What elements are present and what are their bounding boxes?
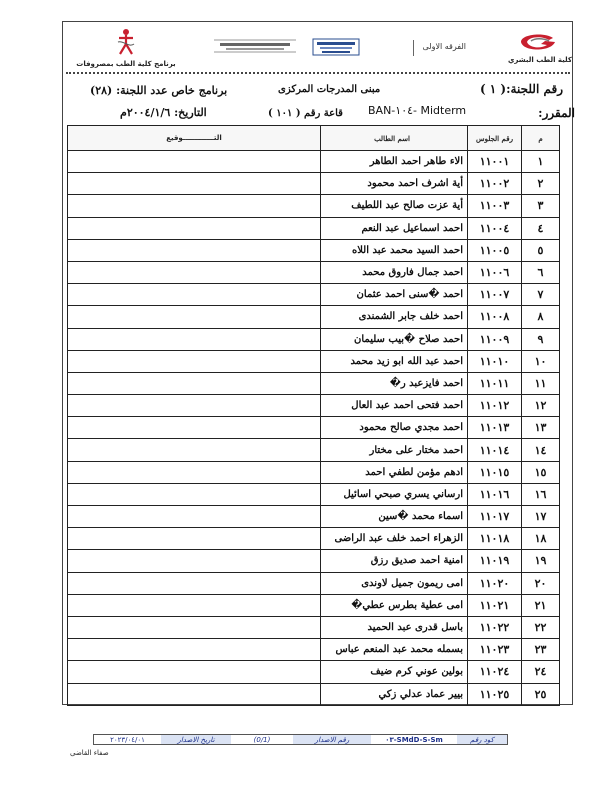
college-logo xyxy=(508,30,572,64)
student-name: بسمله محمد عبد المنعم عباس xyxy=(321,639,468,661)
seat-number: ١١٠١١ xyxy=(468,372,522,394)
row-number: ١٥ xyxy=(522,461,560,483)
row-number: ١١ xyxy=(522,372,560,394)
student-name: احمد فايزعبد ر� xyxy=(321,372,468,394)
row-number: ٩ xyxy=(522,328,560,350)
student-name: احمد فتحى احمد عبد العال xyxy=(321,395,468,417)
seat-number: ١١٠١٧ xyxy=(468,506,522,528)
col-header-seat: رقم الجلوس xyxy=(468,126,522,151)
program-logo-icon xyxy=(115,28,137,56)
col-header-name: اسم الطالب xyxy=(321,126,468,151)
program-name: برنامج كلية الطب بمصروفات xyxy=(76,60,176,68)
seat-number: ١١٠٢٥ xyxy=(468,683,522,705)
student-name: احمد السيد محمد عبد اللاه xyxy=(321,239,468,261)
academic-level: الفرقه الاولى xyxy=(422,42,466,51)
signature-cell[interactable] xyxy=(68,217,321,239)
signer-name: صفاء القاضى xyxy=(70,749,109,757)
row-number: ٧ xyxy=(522,284,560,306)
table-row xyxy=(68,616,560,638)
seat-number: ١١٠١٢ xyxy=(468,395,522,417)
course-code: BAN-١٠٤- Midterm xyxy=(368,104,467,117)
signature-cell[interactable] xyxy=(68,616,321,638)
table-row xyxy=(68,217,560,239)
seat-number: ١١٠١٠ xyxy=(468,350,522,372)
table-row xyxy=(68,683,560,705)
seat-number: ١١٠١٥ xyxy=(468,461,522,483)
table-row xyxy=(68,151,560,173)
table-row xyxy=(68,439,560,461)
signature-cell[interactable] xyxy=(68,461,321,483)
seat-number: ١١٠٠٦ xyxy=(468,261,522,283)
row-number: ٦ xyxy=(522,261,560,283)
emblem-logo-icon xyxy=(312,38,360,56)
row-number: ٢٤ xyxy=(522,661,560,683)
table-row xyxy=(68,239,560,261)
student-name: احمد مختار على مختار xyxy=(321,439,468,461)
row-number: ٢١ xyxy=(522,594,560,616)
signature-cell[interactable] xyxy=(68,683,321,705)
building-name: مبنى المدرجات المركزى xyxy=(278,84,381,95)
student-name: احمد عبد الله ابو زيد محمد xyxy=(321,350,468,372)
student-name: احمد صلاح �بيب سليمان xyxy=(321,328,468,350)
row-number: ٢ xyxy=(522,173,560,195)
row-number: ٢٥ xyxy=(522,683,560,705)
signature-cell[interactable] xyxy=(68,173,321,195)
course-label: المقرر: xyxy=(538,106,575,120)
row-number: ٤ xyxy=(522,217,560,239)
table-row xyxy=(68,350,560,372)
row-number: ٨ xyxy=(522,306,560,328)
table-row xyxy=(68,372,560,394)
college-name: كلية الطب البشري xyxy=(508,56,572,64)
row-number: ٥ xyxy=(522,239,560,261)
row-number: ١٨ xyxy=(522,528,560,550)
seat-number: ١١٠٠٣ xyxy=(468,195,522,217)
seat-number: ١١٠٠٥ xyxy=(468,239,522,261)
seat-number: ١١٠٠١ xyxy=(468,151,522,173)
page-header xyxy=(66,24,570,76)
student-name: احمد �سنى احمد عثمان xyxy=(321,284,468,306)
row-number: ١٩ xyxy=(522,550,560,572)
table-row xyxy=(68,328,560,350)
row-number: ٢٢ xyxy=(522,616,560,638)
table-row xyxy=(68,195,560,217)
row-number: ٢٠ xyxy=(522,572,560,594)
committee-number: رقم اللجنة:( ١ ) xyxy=(479,82,563,96)
row-number: ١٢ xyxy=(522,395,560,417)
student-name: امنية احمد صديق رزق xyxy=(321,550,468,572)
issue-number-label: رقم الاصدار xyxy=(293,735,371,744)
table-row xyxy=(68,306,560,328)
signature-cell[interactable] xyxy=(68,594,321,616)
table-row xyxy=(68,483,560,505)
signature-cell[interactable] xyxy=(68,417,321,439)
document-footer xyxy=(93,734,508,745)
student-name: ارساني يسري صبحي اسائيل xyxy=(321,483,468,505)
seat-number: ١١٠٢٣ xyxy=(468,639,522,661)
seat-number: ١١٠٠٨ xyxy=(468,306,522,328)
code-label: كود رقم xyxy=(457,735,507,744)
row-number: ١٦ xyxy=(522,483,560,505)
issue-date-value: ٢٠٢٣/٠٤/٠١ xyxy=(94,735,161,744)
signature-cell[interactable] xyxy=(68,572,321,594)
student-name: الاء طاهر احمد الطاهر xyxy=(321,151,468,173)
seat-number: ١١٠٢٠ xyxy=(468,572,522,594)
signature-cell[interactable] xyxy=(68,306,321,328)
code-value: SMdD-S-Sm-٠٣ xyxy=(371,735,457,744)
table-row xyxy=(68,594,560,616)
signature-cell[interactable] xyxy=(68,661,321,683)
table-row xyxy=(68,417,560,439)
college-logo-icon xyxy=(515,30,559,54)
signature-cell[interactable] xyxy=(68,395,321,417)
signature-cell[interactable] xyxy=(68,261,321,283)
student-name: اسماء محمد �سين xyxy=(321,506,468,528)
signature-cell[interactable] xyxy=(68,506,321,528)
seat-number: ١١٠١٤ xyxy=(468,439,522,461)
signature-cell[interactable] xyxy=(68,350,321,372)
signature-cell[interactable] xyxy=(68,284,321,306)
seat-number: ١١٠١٨ xyxy=(468,528,522,550)
row-number: ١٤ xyxy=(522,439,560,461)
seat-number: ١١٠٢٢ xyxy=(468,616,522,638)
table-row xyxy=(68,173,560,195)
row-number: ٣ xyxy=(522,195,560,217)
table-row xyxy=(68,461,560,483)
seat-number: ١١٠١٣ xyxy=(468,417,522,439)
row-number: ٢٣ xyxy=(522,639,560,661)
signature-cell[interactable] xyxy=(68,439,321,461)
seat-number: ١١٠١٦ xyxy=(468,483,522,505)
row-number: ١ xyxy=(522,151,560,173)
quality-logo-icon xyxy=(214,38,296,54)
student-name: احمد اسماعيل عبد النعم xyxy=(321,217,468,239)
table-row xyxy=(68,639,560,661)
row-number: ١٣ xyxy=(522,417,560,439)
seat-number: ١١٠١٩ xyxy=(468,550,522,572)
student-name: باسل قدرى عبد الحميد xyxy=(321,616,468,638)
signature-cell[interactable] xyxy=(68,195,321,217)
col-header-signature: التـــــــــــــوقيع xyxy=(68,126,321,151)
table-row xyxy=(68,395,560,417)
exam-date: التاريخ: ٢٠٠٤/١/٦م xyxy=(120,106,207,119)
table-row xyxy=(68,528,560,550)
seat-number: ١١٠٠٧ xyxy=(468,284,522,306)
table-row xyxy=(68,661,560,683)
row-number: ١٠ xyxy=(522,350,560,372)
signature-cell[interactable] xyxy=(68,483,321,505)
attendance-table xyxy=(67,125,560,706)
signature-cell[interactable] xyxy=(68,239,321,261)
issue-date-label: تاريخ الاصدار xyxy=(161,735,231,744)
student-name: احمد مجدي صالح محمود xyxy=(321,417,468,439)
table-row xyxy=(68,550,560,572)
table-header-row xyxy=(68,126,560,151)
table-row xyxy=(68,261,560,283)
signature-cell[interactable] xyxy=(68,550,321,572)
signature-cell[interactable] xyxy=(68,528,321,550)
student-name: أية اشرف احمد محمود xyxy=(321,173,468,195)
student-name: احمد جمال فاروق محمد xyxy=(321,261,468,283)
student-name: الزهراء احمد خلف عبد الراضى xyxy=(321,528,468,550)
student-name: بيير عماد عدلي زكي xyxy=(321,683,468,705)
student-name: امى ريمون جميل لاوندى xyxy=(321,572,468,594)
student-name: بولين عوني كرم ضيف xyxy=(321,661,468,683)
seat-number: ١١٠٠٢ xyxy=(468,173,522,195)
program-committee-count: برنامج خاص عدد اللجنة: (٢٨) xyxy=(90,84,228,97)
table-row xyxy=(68,506,560,528)
student-name: ادهم مؤمن لطفي احمد xyxy=(321,461,468,483)
signature-cell[interactable] xyxy=(68,151,321,173)
divider xyxy=(413,40,414,56)
program-logo xyxy=(66,28,186,68)
student-name: احمد خلف جابر الشمندى xyxy=(321,306,468,328)
student-name: أية عزت صالح عبد اللطيف xyxy=(321,195,468,217)
signature-cell[interactable] xyxy=(68,639,321,661)
hall-number: قاعة رقم ( ١٠١ ) xyxy=(268,108,343,119)
student-name: امى عطية بطرس عطي� xyxy=(321,594,468,616)
signature-cell[interactable] xyxy=(68,372,321,394)
seat-number: ١١٠٢١ xyxy=(468,594,522,616)
seat-number: ١١٠٠٤ xyxy=(468,217,522,239)
col-header-number: م xyxy=(522,126,560,151)
issue-number-value: (0/1) xyxy=(231,735,293,744)
table-row xyxy=(68,284,560,306)
header-divider xyxy=(66,72,570,74)
seat-number: ١١٠٢٤ xyxy=(468,661,522,683)
signature-cell[interactable] xyxy=(68,328,321,350)
seat-number: ١١٠٠٩ xyxy=(468,328,522,350)
table-row xyxy=(68,572,560,594)
row-number: ١٧ xyxy=(522,506,560,528)
